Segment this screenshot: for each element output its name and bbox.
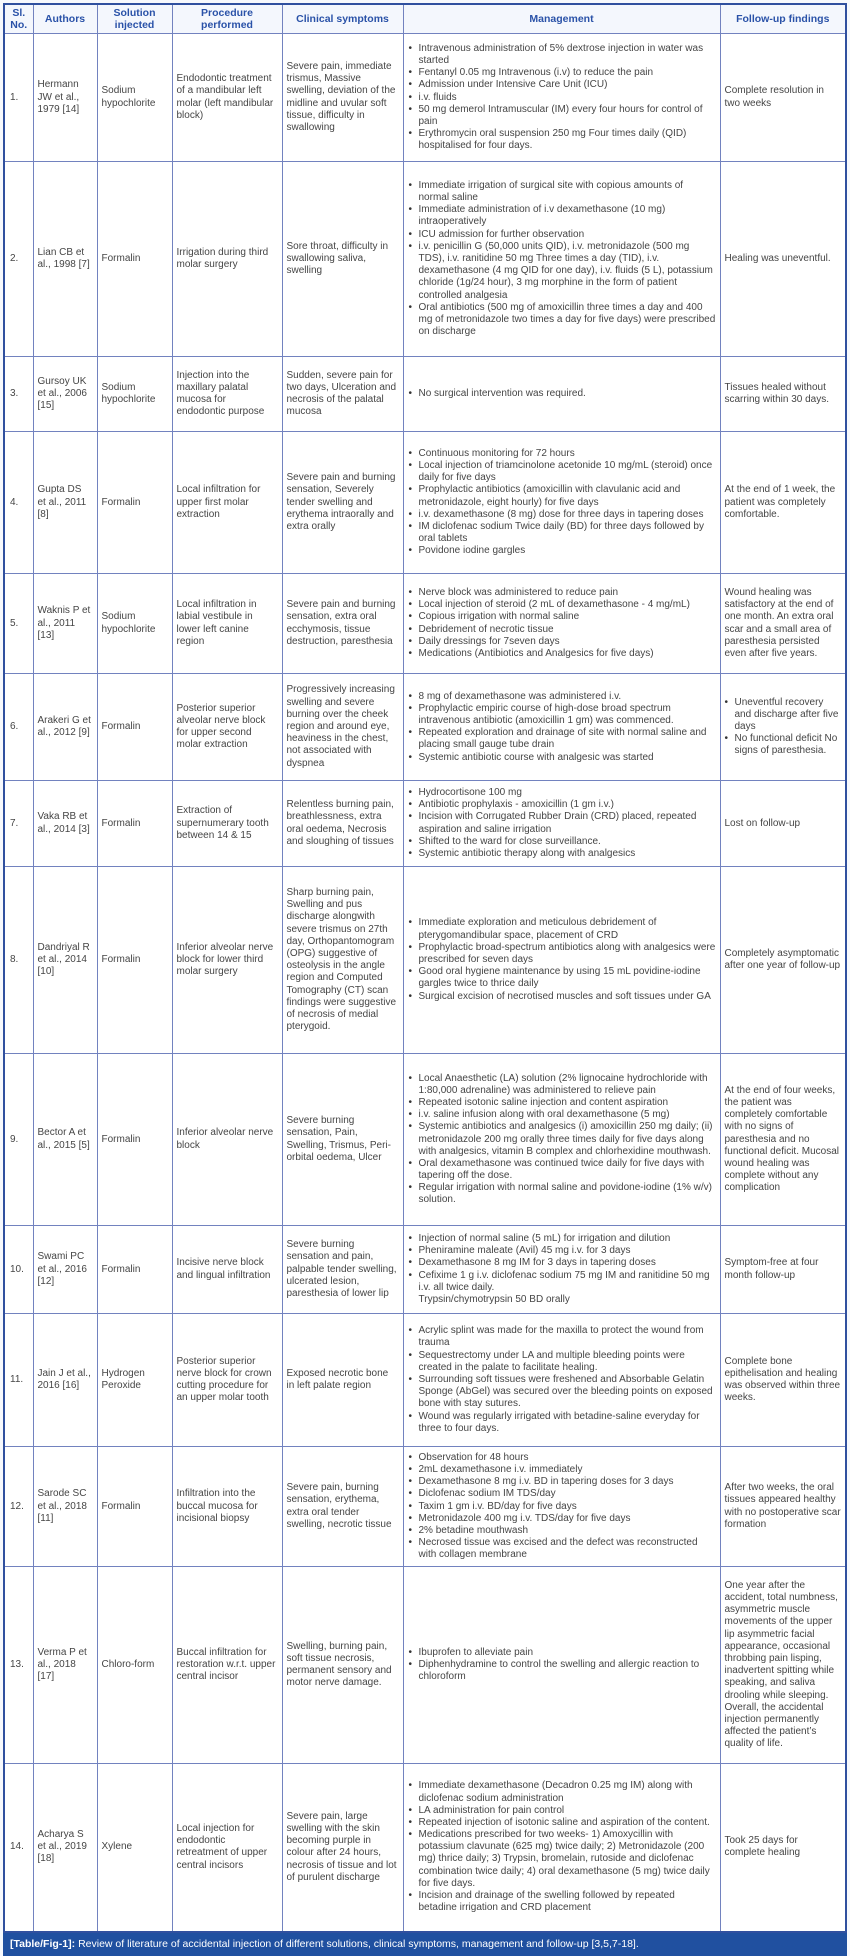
management-bullet: • Diclofenac sodium IM TDS/day	[408, 1488, 716, 1500]
cell-management	[403, 781, 720, 867]
cell-authors: Sarode SC et al., 2018 [11]	[33, 1447, 97, 1567]
table-row	[4, 34, 846, 162]
management-bullet: • 50 mg demerol Intramuscular (IM) every four hours for control of pain	[408, 104, 716, 128]
cell-solution-injected: Formalin	[97, 432, 172, 574]
table-header-row	[4, 4, 846, 34]
cell-solution-injected: Sodium hypochlorite	[97, 34, 172, 162]
management-bullet: • 8 mg of dexamethasone was administered i.v.	[408, 691, 716, 703]
cell-sl-no: 1.	[4, 34, 33, 162]
management-bullet: • Systemic antibiotic therapy along with analgesics	[408, 848, 716, 860]
management-bullet: • Good oral hygiene maintenance by using 15 mL povidine-iodine gargles twice to thrice daily	[408, 966, 716, 990]
cell-authors: Lian CB et al., 1998 [7]	[33, 162, 97, 357]
cell-sl-no: 4.	[4, 432, 33, 574]
table-row	[4, 1314, 846, 1447]
column-header-3: Procedure performed	[172, 4, 282, 34]
cell-followup-findings: After two weeks, the oral tissues appeared healthy with no postoperative scar formation	[720, 1447, 846, 1567]
cell-procedure-performed: Irrigation during third molar surgery	[172, 162, 282, 357]
cell-management	[403, 1764, 720, 1932]
management-bullet: • Continuous monitoring for 72 hours	[408, 448, 716, 460]
column-header-1: Authors	[33, 4, 97, 34]
table-caption-text: Review of literature of accidental injection of different solutions, clinical symptoms, management and follow-up [3,5,7-18].	[78, 1937, 639, 1950]
management-bullet: • Regular irrigation with normal saline and povidone-iodine (1% w/v) solution.	[408, 1182, 716, 1206]
column-header-2: Solution injected	[97, 4, 172, 34]
cell-solution-injected: Formalin	[97, 1054, 172, 1226]
management-bullet: • Immediate exploration and meticulous debridement of pterygomandibular space, placement of CRD	[408, 917, 716, 941]
management-bullet: • Copious irrigation with normal saline	[408, 611, 716, 623]
management-bullet: • Observation for 48 hours	[408, 1452, 716, 1464]
column-header-5: Management	[403, 4, 720, 34]
cell-management	[403, 1054, 720, 1226]
cell-clinical-symptoms: Swelling, burning pain, soft tissue necrosis, permanent sensory and motor nerve damage.	[282, 1567, 403, 1764]
cell-followup-findings: Symptom-free at four month follow-up	[720, 1226, 846, 1314]
cell-solution-injected: Sodium hypochlorite	[97, 574, 172, 674]
table-row	[4, 357, 846, 432]
management-bullet: • Incision and drainage of the swelling followed by repeated betadine irrigation and CRD placement	[408, 1890, 716, 1914]
cell-clinical-symptoms: Sharp burning pain, Swelling and pus discharge alongwith severe trismus on 27th day, Orthopantomogram (OPG) suggestive of osteolysis in the angle region and Computed Tomography (CT) scan findings were suggestive of necrosis of medial pterygoid.	[282, 867, 403, 1054]
cell-authors: Swami PC et al., 2016 [12]	[33, 1226, 97, 1314]
cell-procedure-performed: Local infiltration in labial vestibule in lower left canine region	[172, 574, 282, 674]
management-bullet: • Ibuprofen to alleviate pain	[408, 1647, 716, 1659]
cell-management	[403, 1567, 720, 1764]
management-bullet: • Wound was regularly irrigated with betadine-saline everyday for three to four days.	[408, 1411, 716, 1435]
cell-management	[403, 432, 720, 574]
management-bullet: • Local injection of triamcinolone acetonide 10 mg/mL (steroid) once daily for five days	[408, 460, 716, 484]
management-bullet: • Local Anaesthetic (LA) solution (2% lignocaine hydrochloride with 1:80,000 adrenaline) was administered to relieve pain	[408, 1073, 716, 1097]
management-bullet: • Hydrocortisone 100 mg	[408, 787, 716, 799]
management-bullet: • Cefixime 1 g i.v. diclofenac sodium 75 mg IM and ranitidine 50 mg i.v. all twice daily.	[408, 1270, 716, 1294]
table-caption-label: [Table/Fig-1]:	[10, 1937, 76, 1950]
cell-solution-injected: Formalin	[97, 162, 172, 357]
cell-solution-injected: Xylene	[97, 1764, 172, 1932]
management-bullet: • Medications (Antibiotics and Analgesics for five days)	[408, 648, 716, 660]
management-bullet: • Systemic antibiotics and analgesics (i) amoxicillin 250 mg daily; (ii) metronidazole 200 mg orally three times daily for five days along with analgesics, vitamin B complex and chlorhexidine mouthwash.	[408, 1121, 716, 1158]
cell-authors: Jain J et al., 2016 [16]	[33, 1314, 97, 1447]
cell-solution-injected: Chloro-form	[97, 1567, 172, 1764]
cell-procedure-performed: Posterior superior alveolar nerve block for upper second molar extraction	[172, 674, 282, 781]
cell-followup-findings	[720, 674, 846, 781]
cell-followup-findings: At the end of 1 week, the patient was completely comfortable.	[720, 432, 846, 574]
cell-sl-no: 13.	[4, 1567, 33, 1764]
management-bullet: • Intravenous administration of 5% dextrose injection in water was started	[408, 43, 716, 67]
management-bullet: • Shifted to the ward for close surveillance.	[408, 836, 716, 848]
cell-followup-findings: One year after the accident, total numbness, asymmetric muscle movements of the upper lip asymmetric facial appearance, occasional throbbing pain lisping, inadvertent spitting while speaking, and saliva drooling while sleeping. Overall, the accidental injection permanently affected the patient’s quality of life.	[720, 1567, 846, 1764]
cell-management	[403, 357, 720, 432]
management-bullet: • ICU admission for further observation	[408, 229, 716, 241]
cell-solution-injected: Sodium hypochlorite	[97, 357, 172, 432]
cell-procedure-performed: Buccal infiltration for restoration w.r.t. upper central incisor	[172, 1567, 282, 1764]
cell-authors: Bector A et al., 2015 [5]	[33, 1054, 97, 1226]
management-bullet: • Dexamethasone 8 mg IM for 3 days in tapering doses	[408, 1257, 716, 1269]
management-bullet: • Daily dressings for 7seven days	[408, 636, 716, 648]
cell-management	[403, 162, 720, 357]
management-bullet: • Immediate administration of i.v dexamethasone (10 mg) intraoperatively	[408, 204, 716, 228]
cell-sl-no: 7.	[4, 781, 33, 867]
management-bullet: • Taxim 1 gm i.v. BD/day for five days	[408, 1501, 716, 1513]
management-bullet: • Oral antibiotics (500 mg of amoxicillin three times a day and 400 mg of metronidazole two times a day for five days) were prescribed on discharge	[408, 302, 716, 339]
cell-management	[403, 674, 720, 781]
management-bullet: • i.v. saline infusion along with oral dexamethasone (5 mg)	[408, 1109, 716, 1121]
cell-management	[403, 1447, 720, 1567]
cell-followup-findings: Tissues healed without scarring within 30 days.	[720, 357, 846, 432]
management-bullet: • Medications prescribed for two weeks- 1) Amoxycillin with potassium clavunate (625 mg) twice daily; 2) Metronidazole (200 mg) thrice daily; 3) Trypsin, bromelain, rutoside and diclofenac combination twice daily; 4) oral dexamethasone (5 mg) twice daily for five days.	[408, 1829, 716, 1890]
management-bullet: • Surgical excision of necrotised muscles and soft tissues under GA	[408, 991, 716, 1003]
management-bullet: • 2% betadine mouthwash	[408, 1525, 716, 1537]
followup-bullet: • Uneventful recovery and discharge after five days	[725, 697, 842, 734]
management-bullet: • Injection of normal saline (5 mL) for irrigation and dilution	[408, 1233, 716, 1245]
cell-clinical-symptoms: Exposed necrotic bone in left palate region	[282, 1314, 403, 1447]
cell-followup-findings: Wound healing was satisfactory at the end of one month. An extra oral scar and a small area of paresthesia persisted even after five years.	[720, 574, 846, 674]
management-bullet: • Incision with Corrugated Rubber Drain (CRD) placed, repeated aspiration and saline irrigation	[408, 811, 716, 835]
cell-sl-no: 10.	[4, 1226, 33, 1314]
cell-procedure-performed: Incisive nerve block and lingual infiltration	[172, 1226, 282, 1314]
management-bullet: • IM diclofenac sodium Twice daily (BD) for three days followed by oral tablets	[408, 521, 716, 545]
cell-solution-injected: Formalin	[97, 1226, 172, 1314]
cell-sl-no: 14.	[4, 1764, 33, 1932]
literature-review-table	[3, 3, 847, 1933]
table-row	[4, 781, 846, 867]
cell-authors: Verma P et al., 2018 [17]	[33, 1567, 97, 1764]
cell-clinical-symptoms: Progressively increasing swelling and severe burning over the cheek region and around eye, heaviness in the chest, not associated with dyspnea	[282, 674, 403, 781]
cell-followup-findings: At the end of four weeks, the patient was completely comfortable with no signs of paresthesia and no functional deficit. Mucosal wound healing was complete without any complication	[720, 1054, 846, 1226]
management-bullet: • Povidone iodine gargles	[408, 545, 716, 557]
cell-clinical-symptoms: Severe pain, burning sensation, erythema, extra oral tender swelling, necrotic tissue	[282, 1447, 403, 1567]
table-row	[4, 1226, 846, 1314]
management-bullet: • Surrounding soft tissues were freshened and Absorbable Gelatin Sponge (AbGel) was secured over the bleeding points on exposed bone with stay sutures.	[408, 1374, 716, 1411]
cell-management	[403, 574, 720, 674]
management-bullet: • i.v. fluids	[408, 92, 716, 104]
management-bullet: • i.v. dexamethasone (8 mg) dose for three days in tapering doses	[408, 509, 716, 521]
cell-procedure-performed: Inferior alveolar nerve block for lower third molar surgery	[172, 867, 282, 1054]
table-caption	[3, 1933, 847, 1956]
management-bullet: • Erythromycin oral suspension 250 mg Four times daily (QID) hospitalised for four days.	[408, 128, 716, 152]
management-bullet: • Repeated injection of isotonic saline and aspiration of the content.	[408, 1817, 716, 1829]
management-bullet: • Admission under Intensive Care Unit (ICU)	[408, 79, 716, 91]
cell-sl-no: 6.	[4, 674, 33, 781]
cell-followup-findings: Complete bone epithelisation and healing was observed within three weeks.	[720, 1314, 846, 1447]
cell-authors: Acharya S et al., 2019 [18]	[33, 1764, 97, 1932]
cell-authors: Vaka RB et al., 2014 [3]	[33, 781, 97, 867]
cell-sl-no: 2.	[4, 162, 33, 357]
cell-clinical-symptoms: Severe pain, large swelling with the skin becoming purple in colour after 24 hours, necrosis of tissue and lot of purulent discharge	[282, 1764, 403, 1932]
management-bullet: • Fentanyl 0.05 mg Intravenous (i.v) to reduce the pain	[408, 67, 716, 79]
table-row	[4, 432, 846, 574]
cell-solution-injected: Formalin	[97, 867, 172, 1054]
cell-management	[403, 34, 720, 162]
cell-management	[403, 1226, 720, 1314]
cell-sl-no: 8.	[4, 867, 33, 1054]
management-bullet: • Prophylactic antibiotics (amoxicillin with clavulanic acid and metronidazole, eight hourly) for five days	[408, 484, 716, 508]
cell-procedure-performed: Local infiltration for upper first molar extraction	[172, 432, 282, 574]
management-bullet: • Dexamethasone 8 mg i.v. BD in tapering doses for 3 days	[408, 1476, 716, 1488]
management-bullet: • Necrosed tissue was excised and the defect was reconstructed with collagen membrane	[408, 1537, 716, 1561]
management-bullet: • LA administration for pain control	[408, 1805, 716, 1817]
management-bullet: • Acrylic splint was made for the maxilla to protect the wound from trauma	[408, 1325, 716, 1349]
table-row	[4, 1567, 846, 1764]
management-note: Trypsin/chymotrypsin 50 BD orally	[418, 1294, 570, 1305]
cell-followup-findings: Complete resolution in two weeks	[720, 34, 846, 162]
cell-sl-no: 11.	[4, 1314, 33, 1447]
cell-procedure-performed: Extraction of supernumerary tooth between 14 & 15	[172, 781, 282, 867]
cell-solution-injected: Formalin	[97, 1447, 172, 1567]
cell-sl-no: 5.	[4, 574, 33, 674]
cell-followup-findings: Healing was uneventful.	[720, 162, 846, 357]
table-row	[4, 1447, 846, 1567]
cell-clinical-symptoms: Severe pain, immediate trismus, Massive swelling, deviation of the midline and uvular soft tissue, difficulty in swallowing	[282, 34, 403, 162]
cell-clinical-symptoms: Sudden, severe pain for two days, Ulceration and necrosis of the palatal mucosa	[282, 357, 403, 432]
cell-procedure-performed: Infiltration into the buccal mucosa for incisional biopsy	[172, 1447, 282, 1567]
cell-procedure-performed: Endodontic treatment of a mandibular left molar (left mandibular block)	[172, 34, 282, 162]
cell-solution-injected: Formalin	[97, 674, 172, 781]
followup-bullet: • No functional deficit No signs of paresthesia.	[725, 733, 842, 757]
management-bullet: • Diphenhydramine to control the swelling and allergic reaction to chloroform	[408, 1659, 716, 1683]
cell-solution-injected: Formalin	[97, 781, 172, 867]
cell-authors: Gursoy UK et al., 2006 [15]	[33, 357, 97, 432]
cell-procedure-performed: Injection into the maxillary palatal mucosa for endodontic purpose	[172, 357, 282, 432]
cell-followup-findings: Completely asymptomatic after one year of follow-up	[720, 867, 846, 1054]
management-bullet: • Prophylactic empiric course of high-dose broad spectrum intravenous antibiotic (amoxicillin 1 gm) was commenced.	[408, 703, 716, 727]
management-bullet: • Sequestrectomy under LA and multiple bleeding points were created in the palate to facilitate healing.	[408, 1350, 716, 1374]
management-bullet: • Repeated isotonic saline injection and content aspiration	[408, 1097, 716, 1109]
cell-clinical-symptoms: Relentless burning pain, breathlessness, extra oral oedema, Necrosis and sloughing of tissues	[282, 781, 403, 867]
management-bullet: • Immediate dexamethasone (Decadron 0.25 mg IM) along with diclofenac sodium administration	[408, 1780, 716, 1804]
management-bullet: • No surgical intervention was required.	[408, 388, 716, 400]
cell-followup-findings: Lost on follow-up	[720, 781, 846, 867]
column-header-0: Sl. No.	[4, 4, 33, 34]
column-header-4: Clinical symptoms	[282, 4, 403, 34]
cell-clinical-symptoms: Severe pain and burning sensation, extra oral ecchymosis, tissue destruction, paresthesia	[282, 574, 403, 674]
cell-authors: Arakeri G et al., 2012 [9]	[33, 674, 97, 781]
management-bullet: • 2mL dexamethasone i.v. immediately	[408, 1464, 716, 1476]
cell-procedure-performed: Inferior alveolar nerve block	[172, 1054, 282, 1226]
cell-solution-injected: Hydrogen Peroxide	[97, 1314, 172, 1447]
management-bullet: • i.v. penicillin G (50,000 units QID), i.v. metronidazole (500 mg TDS), i.v. ranitidine 50 mg Three times a day (TID), i.v. dexamethasone (4 mg QID for one day), i.v. fluids (5 L), potassium chloride (1g/24 hour), 3 mg morphine in the form of patient controlled analgesia	[408, 241, 716, 302]
cell-sl-no: 12.	[4, 1447, 33, 1567]
management-bullet: • Local injection of steroid (2 mL of dexamethasone - 4 mg/mL)	[408, 599, 716, 611]
table-row	[4, 674, 846, 781]
column-header-6: Follow-up findings	[720, 4, 846, 34]
management-bullet: • Systemic antibiotic course with analgesic was started	[408, 752, 716, 764]
cell-procedure-performed: Posterior superior nerve block for crown cutting procedure for an upper molar tooth	[172, 1314, 282, 1447]
table-row	[4, 574, 846, 674]
management-bullet: • Repeated exploration and drainage of site with normal saline and placing small gauge tube drain	[408, 727, 716, 751]
management-bullet: • Oral dexamethasone was continued twice daily for five days with tapering off the dose.	[408, 1158, 716, 1182]
table-row	[4, 162, 846, 357]
cell-followup-findings: Took 25 days for complete healing	[720, 1764, 846, 1932]
management-bullet: • Debridement of necrotic tissue	[408, 624, 716, 636]
cell-management	[403, 1314, 720, 1447]
cell-clinical-symptoms: Severe burning sensation and pain, palpable tender swelling, ulcerated lesion, paresthesia of lower lip	[282, 1226, 403, 1314]
table-row	[4, 867, 846, 1054]
management-bullet: • Pheniramine maleate (Avil) 45 mg i.v. for 3 days	[408, 1245, 716, 1257]
management-bullet: • Antibiotic prophylaxis - amoxicillin (1 gm i.v.)	[408, 799, 716, 811]
cell-authors: Dandriyal R et al., 2014 [10]	[33, 867, 97, 1054]
management-bullet: • Metronidazole 400 mg i.v. TDS/day for five days	[408, 1513, 716, 1525]
cell-clinical-symptoms: Severe burning sensation, Pain, Swelling, Trismus, Peri-orbital oedema, Ulcer	[282, 1054, 403, 1226]
cell-authors: Waknis P et al., 2011 [13]	[33, 574, 97, 674]
cell-clinical-symptoms: Severe pain and burning sensation, Severely tender swelling and erythema intraorally and extra orally	[282, 432, 403, 574]
cell-procedure-performed: Local injection for endodontic retreatment of upper central incisors	[172, 1764, 282, 1932]
cell-clinical-symptoms: Sore throat, difficulty in swallowing saliva, swelling	[282, 162, 403, 357]
cell-authors: Gupta DS et al., 2011 [8]	[33, 432, 97, 574]
management-bullet: • Nerve block was administered to reduce pain	[408, 587, 716, 599]
management-bullet: • Immediate irrigation of surgical site with copious amounts of normal saline	[408, 180, 716, 204]
cell-management	[403, 867, 720, 1054]
table-row	[4, 1764, 846, 1932]
cell-sl-no: 9.	[4, 1054, 33, 1226]
management-bullet: • Prophylactic broad-spectrum antibiotics along with analgesics were prescribed for seven days	[408, 942, 716, 966]
cell-authors: Hermann JW et al., 1979 [14]	[33, 34, 97, 162]
table-row	[4, 1054, 846, 1226]
cell-sl-no: 3.	[4, 357, 33, 432]
